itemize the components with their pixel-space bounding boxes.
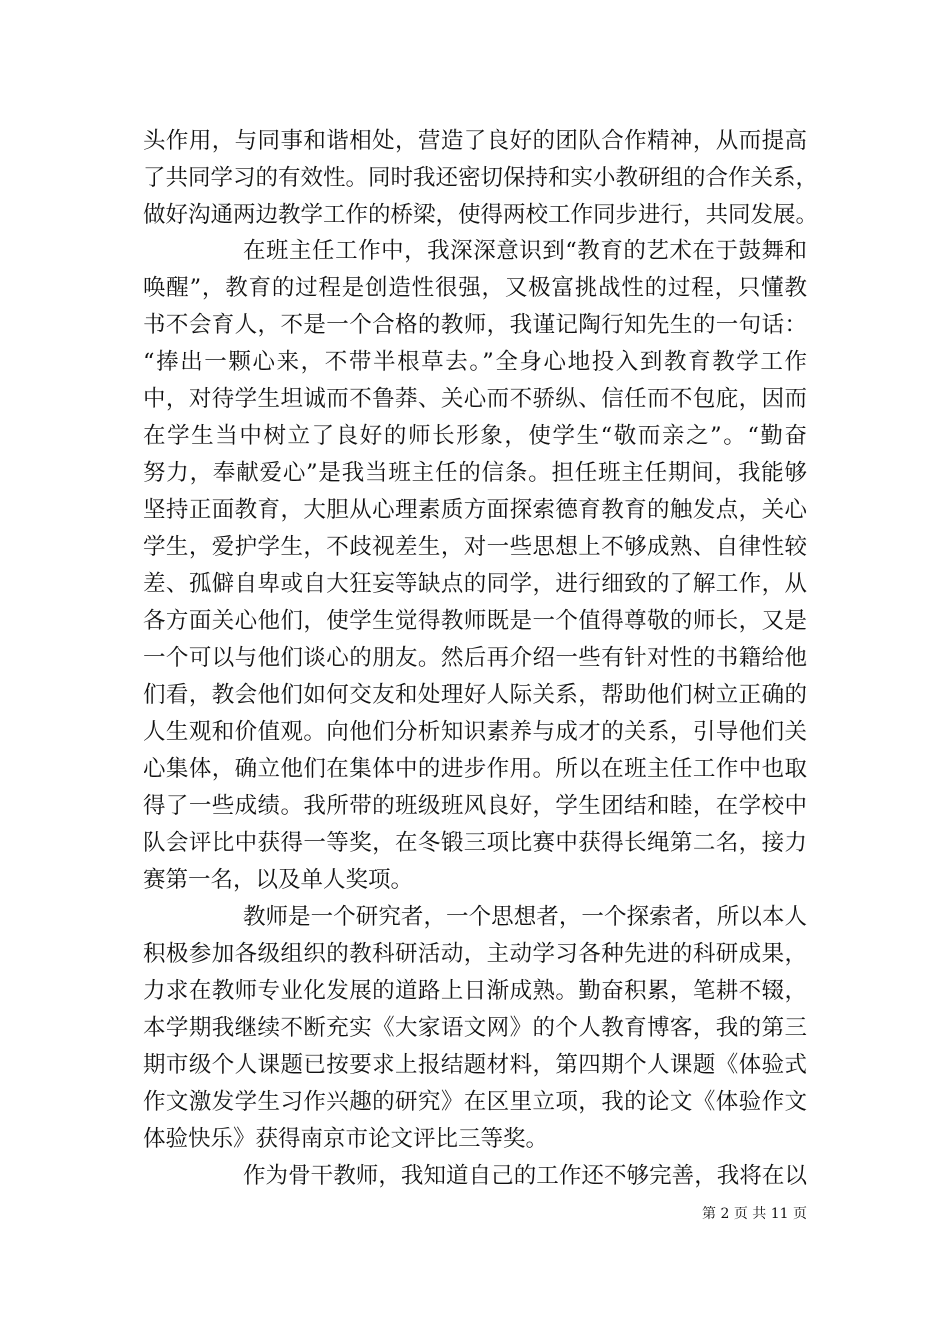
paragraph-start-line: 作为骨干教师，我知道自己的工作还不够完善，我将在以 xyxy=(243,1163,807,1189)
text-line: 学生，爱护学生，不歧视差生，对一些思想上不够成熟、自律性较 xyxy=(143,534,807,560)
text-line: 中，对待学生坦诚而不鲁莽、关心而不骄纵、信任而不包庇，因而 xyxy=(143,386,807,412)
text-line: “捧出一颗心来，不带半根草去。”全身心地投入到教育教学工作 xyxy=(143,349,807,375)
text-line: 力求在教师专业化发展的道路上日渐成熟。勤奋积累，笔耕不辍， xyxy=(143,978,807,1004)
text-line: 们看，教会他们如何交友和处理好人际关系，帮助他们树立正确的 xyxy=(143,682,807,708)
text-line: 体验快乐》获得南京市论文评比三等奖。 xyxy=(143,1126,549,1152)
page-number-footer: 第 2 页 共 11 页 xyxy=(702,1206,807,1222)
text-line: 努力，奉献爱心”是我当班主任的信条。担任班主任期间，我能够 xyxy=(143,460,807,486)
text-line: 各方面关心他们，使学生觉得教师既是一个值得尊敬的师长，又是 xyxy=(143,608,807,634)
text-line: 差、孤僻自卑或自大狂妄等缺点的同学，进行细致的了解工作，从 xyxy=(143,571,807,597)
text-line: 作文激发学生习作兴趣的研究》在区里立项，我的论文《体验作文 xyxy=(143,1089,807,1115)
text-line: 头作用，与同事和谐相处，营造了良好的团队合作精神，从而提高 xyxy=(143,128,807,154)
text-line: 人生观和价值观。向他们分析知识素养与成才的关系，引导他们关 xyxy=(143,719,807,745)
text-line: 心集体，确立他们在集体中的进步作用。所以在班主任工作中也取 xyxy=(143,756,807,782)
text-line: 坚持正面教育，大胆从心理素质方面探索德育教育的触发点，关心 xyxy=(143,497,807,523)
text-line: 书不会育人，不是一个合格的教师，我谨记陶行知先生的一句话： xyxy=(143,312,807,338)
text-line: 了共同学习的有效性。同时我还密切保持和实小教研组的合作关系， xyxy=(143,165,819,191)
text-line: 唤醒”，教育的过程是创造性很强，又极富挑战性的过程，只懂教 xyxy=(143,275,807,301)
text-line: 赛第一名，以及单人奖项。 xyxy=(143,867,414,893)
text-line: 一个可以与他们谈心的朋友。然后再介绍一些有针对性的书籍给他 xyxy=(143,645,807,671)
paragraph-start-line: 教师是一个研究者，一个思想者，一个探索者，所以本人 xyxy=(243,904,807,930)
text-line: 期市级个人课题已按要求上报结题材料，第四期个人课题《体验式 xyxy=(143,1052,807,1078)
text-line: 积极参加各级组织的教科研活动，主动学习各种先进的科研成果， xyxy=(143,941,807,967)
text-line: 做好沟通两边教学工作的桥梁，使得两校工作同步进行，共同发展。 xyxy=(143,202,819,228)
text-line: 本学期我继续不断充实《大家语文网》的个人教育博客，我的第三 xyxy=(143,1015,807,1041)
text-line: 在学生当中树立了良好的师长形象，使学生“敬而亲之”。“勤奋 xyxy=(143,423,807,449)
paragraph-start-line: 在班主任工作中，我深深意识到“教育的艺术在于鼓舞和 xyxy=(243,238,807,264)
text-line: 队会评比中获得一等奖，在冬锻三项比赛中获得长绳第二名，接力 xyxy=(143,830,807,856)
text-line: 得了一些成绩。我所带的班级班风良好，学生团结和睦，在学校中 xyxy=(143,793,807,819)
